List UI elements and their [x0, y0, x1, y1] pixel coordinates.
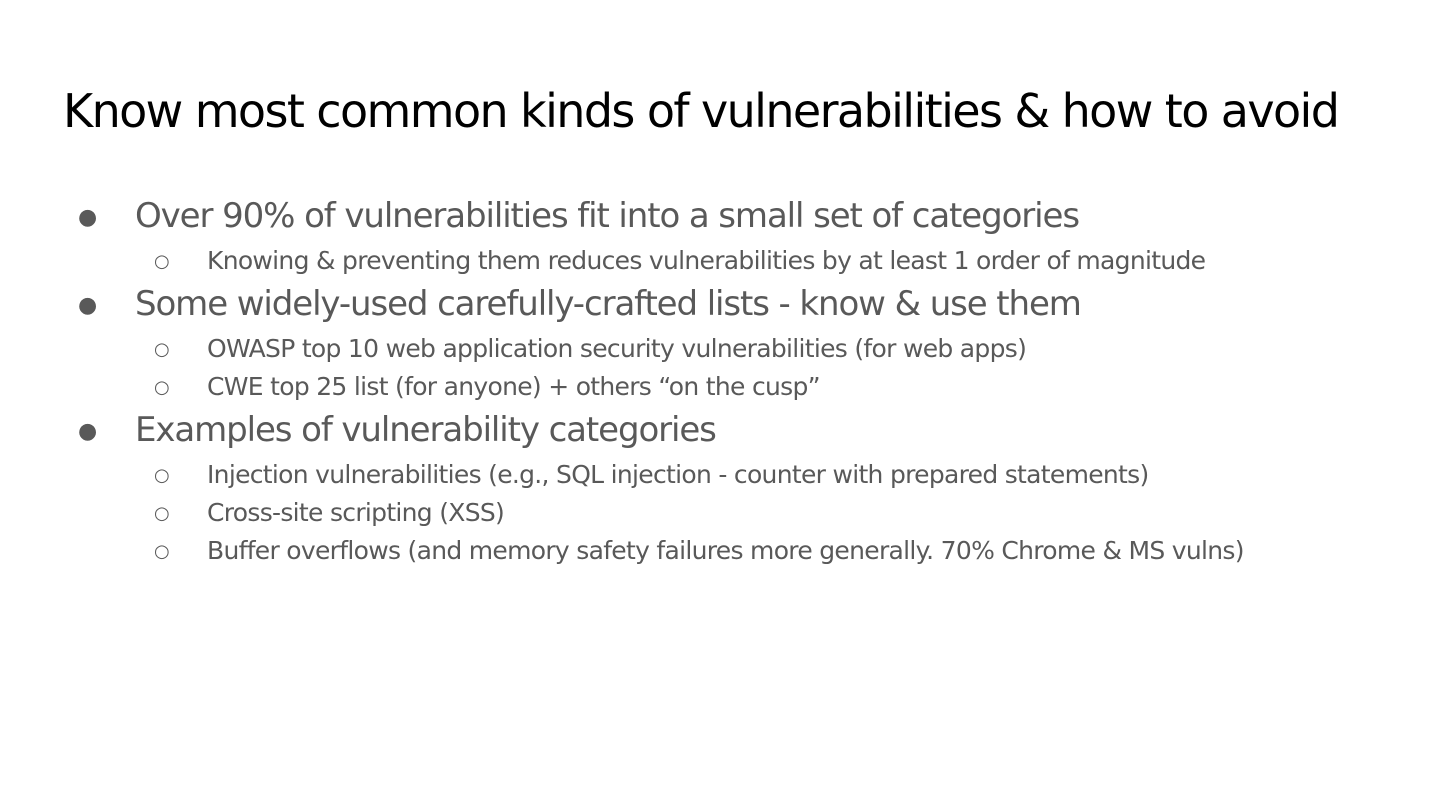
- bullet-text: Some widely-used carefully-crafted lists - know & use them: [135, 284, 1081, 324]
- sub-bullet-marker-icon: ○: [154, 251, 170, 272]
- sub-bullet-marker-icon: ○: [154, 541, 170, 562]
- sub-bullet-text: CWE top 25 list (for anyone) + others “on the cusp”: [207, 372, 820, 401]
- sub-bullet-text: Buffer overflows (and memory safety failures more generally. 70% Chrome & MS vulns): [207, 536, 1244, 565]
- bullet-text: Examples of vulnerability categories: [135, 410, 716, 450]
- sub-bullet-marker-icon: ○: [154, 339, 170, 360]
- bullet-marker-icon: ●: [78, 419, 98, 444]
- bullet-marker-icon: ●: [78, 293, 98, 318]
- sub-bullet-marker-icon: ○: [154, 503, 170, 524]
- sub-bullet-text: Injection vulnerabilities (e.g., SQL injection - counter with prepared statements): [207, 460, 1149, 489]
- bullet-text: Over 90% of vulnerabilities fit into a small set of categories: [135, 196, 1079, 236]
- sub-bullet-text: OWASP top 10 web application security vulnerabilities (for web apps): [207, 334, 1027, 363]
- sub-bullet-text: Knowing & preventing them reduces vulnerabilities by at least 1 order of magnitude: [207, 246, 1206, 275]
- sub-bullet-marker-icon: ○: [154, 465, 170, 486]
- bullet-marker-icon: ●: [78, 205, 98, 230]
- slide-title: Know most common kinds of vulnerabilities & how to avoid: [63, 84, 1339, 138]
- sub-bullet-text: Cross-site scripting (XSS): [207, 498, 505, 527]
- sub-bullet-marker-icon: ○: [154, 377, 170, 398]
